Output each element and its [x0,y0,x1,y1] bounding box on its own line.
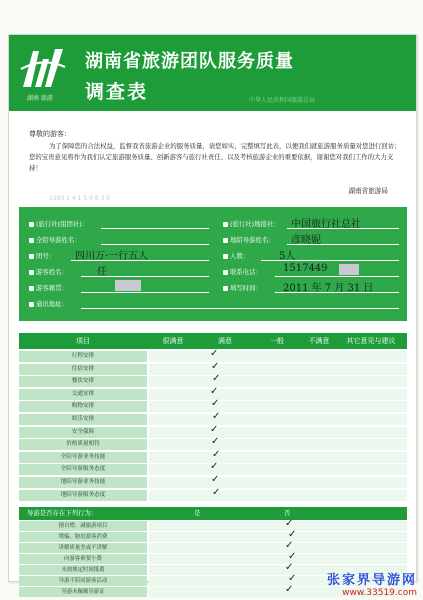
checkmark-icon: ✓ [212,448,221,460]
greeting: 尊敬的游客： [29,130,71,138]
phone-label: 联系电话： [223,267,262,277]
guide-conduct-label: 擅自增、减旅游项目 [19,521,147,531]
bullet-icon [29,254,34,259]
guide-conduct-question: 导游是否存在下列行为： [27,509,98,517]
checkmark-icon: ✓ [212,411,221,422]
form-title-line1: 湖南省旅游团队服务质量 [85,51,294,72]
bullet-icon [29,286,34,291]
rating-options[interactable] [149,389,407,400]
guide-conduct-row [19,529,407,543]
faint-header-text: 中华人民共和国旅游总局 [249,97,316,104]
form-header [9,35,416,111]
headcount-label: 人数： [223,251,249,261]
guide-conduct-yes-column: 是 [194,509,201,517]
bullet-icon [223,254,228,259]
guide-conduct-options[interactable] [149,521,407,531]
guide-conduct-no-column: 否 [284,509,291,517]
guide-conduct-options[interactable] [149,543,407,553]
col-item-header: 项目 [76,337,90,345]
bullet-icon [29,238,34,243]
col-unsatisfied-header: 不满意 [308,337,330,345]
info-row-group [19,251,407,265]
hometown-field[interactable] [81,292,209,293]
guide-conduct-label: 欺骗、胁迫游客消费 [19,532,147,542]
rating-item-label: 娱乐安排 [19,414,147,425]
guide-conduct-row [19,518,407,532]
issuer-signature: 湖南省旅游局 [348,187,388,195]
guide-conduct-label: 导游不陪同游客活动 [19,576,147,586]
info-row-origin [19,283,407,297]
rating-item-label: 全陪导游服务态度 [19,464,147,475]
receiving-agency-value: 中国旅行社总社 [291,219,361,230]
rating-options[interactable] [149,490,407,501]
col-satisfied-header: 满意 [218,337,232,345]
bullet-icon [223,238,228,243]
rating-options[interactable] [149,477,407,488]
rating-options[interactable] [149,452,407,463]
rating-table-header [19,333,407,349]
rating-options[interactable] [149,464,407,475]
rating-options[interactable] [149,439,407,450]
rating-item-label: 地陪导游服务态度 [19,490,147,501]
visitor-name-value: 任 [97,267,107,278]
rating-options[interactable] [149,427,407,438]
rating-item-label: 购物安排 [19,401,147,412]
rating-item-label: 全陪导游业务技能 [19,452,147,463]
group-number-value: 四川万·一行五人 [75,251,149,262]
checkmark-icon: ✓ [210,385,219,397]
rating-options[interactable] [149,401,407,412]
checkmark-icon: ✓ [288,529,297,540]
fill-date-label: 填写时间： [223,283,262,293]
bullet-icon [223,286,228,291]
bullet-icon [223,270,228,275]
checkmark-icon: ✓ [288,573,297,584]
bullet-icon [29,302,34,307]
address-field[interactable] [81,308,399,309]
checkmark-icon: ✓ [285,540,294,551]
guide-conduct-label: 未按规定时间抵离 [19,565,147,575]
organizing-agency-label: (旅行社(组团社)： [29,219,88,229]
visitor-name-label: 游客姓名： [29,267,68,277]
local-guide-name-value: 彦晓妮 [291,235,321,246]
guide-conduct-header [19,507,407,520]
redacted-phone-digits [339,264,359,275]
guide-conduct-label: 导游未佩戴导游证 [19,587,147,597]
faint-bleed-text: 1593 1 4 1 5 0 8 3 0 [49,195,111,202]
col-average-header: 一般 [270,337,284,345]
rating-options[interactable] [149,414,407,425]
rating-options[interactable] [149,351,407,362]
phone-field[interactable] [275,276,399,277]
rating-item-label: 住宿安排 [19,364,147,375]
visitor-info-section [19,207,407,321]
col-very-satisfied-header: 很满意 [162,337,184,345]
guide-conduct-row [19,540,407,554]
redacted-hometown [115,280,141,291]
checkmark-icon: ✓ [210,423,219,435]
watermark-url: www.33519.com [342,588,417,598]
rating-item-label: 交通安排 [19,389,147,400]
tour-escort-name-field[interactable] [101,244,209,245]
phone-value: 1517449 [283,263,328,274]
organizing-agency-field[interactable] [101,228,209,229]
checkmark-icon: ✓ [285,562,294,573]
rating-item-label: 安全保障 [19,427,147,438]
checkmark-icon: ✓ [211,398,220,410]
guide-conduct-row [19,551,407,565]
guide-conduct-label: 讲解质量差或不讲解 [19,543,147,553]
rating-item-label: 价格质量相符 [19,439,147,450]
checkmark-icon: ✓ [212,486,221,498]
checkmark-icon: ✓ [211,360,220,372]
site-watermark [327,569,417,598]
receiving-agency-label: (旅行社)地接社： [223,219,280,229]
rating-row [19,486,407,502]
rating-item-label: 餐饮安排 [19,376,147,387]
checkmark-icon: ✓ [285,518,294,529]
bullet-icon [29,222,34,227]
rating-options[interactable] [149,376,407,387]
info-row-address [19,299,407,313]
checkmark-icon: ✓ [210,461,219,473]
checkmark-icon: ✓ [211,474,220,485]
bullet-icon [223,222,228,227]
local-guide-name-label: 地陪导游姓名： [223,235,275,245]
checkmark-icon: ✓ [211,436,220,448]
checkmark-icon: ✓ [210,348,219,359]
rating-options[interactable] [149,364,407,375]
checkmark-icon: ✓ [212,373,221,385]
tour-escort-name-label: 全陪导游姓名： [29,235,81,245]
checkmark-icon: ✓ [285,584,294,595]
guide-conduct-label: 向游客索要小费 [19,554,147,564]
info-row-agency [19,219,407,233]
intro-paragraph: 为了保障您的合法权益，监督我省旅游企业的服务质量，请您如实、完整填写此表，以便我们就旅游服务质量对您进行回访；您的宝贵意见将作为我们认定旅游服务质量、创新游客与旅行社责任、以及考核旅游企业的重要依据，谢谢您对我们工作的大力支持！ [29,142,401,172]
hometown-label: 游客籍贯： [29,283,68,293]
col-comments-header: 其它意见与建议 [346,337,396,345]
rating-item-label: 地陪导游业务技能 [19,477,147,488]
fill-date-value: 2011 年 7 月 31 日 [283,283,374,294]
rating-item-label: 行程安排 [19,351,147,362]
checkmark-icon: ✓ [288,551,297,562]
hunan-tourism-logo-icon [19,43,67,95]
guide-conduct-options[interactable] [149,554,407,564]
headcount-value: 5人 [279,251,296,262]
watermark-site-name: 张家界导游网 [326,573,417,588]
form-title-line2: 调查表 [85,81,149,103]
group-number-label: 团号： [29,251,55,261]
bullet-icon [29,270,34,275]
address-label: 通讯地址： [29,299,68,309]
guide-conduct-options[interactable] [149,532,407,542]
logo-caption: 湖南 旅游 [27,95,53,102]
